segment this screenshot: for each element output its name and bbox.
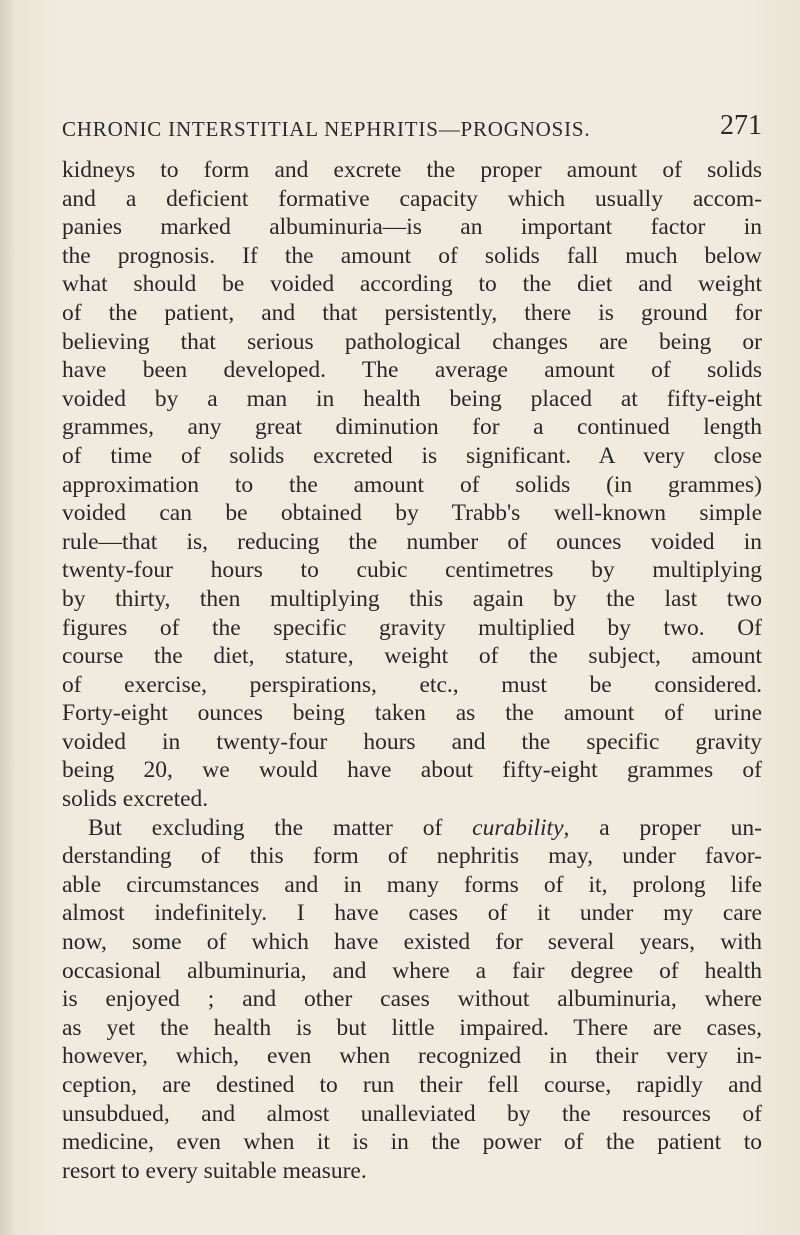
text-line: Forty-eight ounces being taken as the amount of urine bbox=[62, 700, 762, 727]
page-number: 271 bbox=[720, 110, 762, 141]
text-line: almost indefinitely. I have cases of it under my care bbox=[62, 900, 762, 927]
text-line: by thirty, then multiplying this again by the last two bbox=[62, 585, 762, 612]
paragraph-1 bbox=[62, 156, 762, 814]
text-line: kidneys to form and excrete the proper amount of solids bbox=[62, 157, 762, 183]
text-line: of the patient, and that persistently, there is ground for bbox=[62, 299, 762, 326]
text-line: as yet the health is but little impaired. There are cases, bbox=[62, 1014, 762, 1041]
italic-term: curability bbox=[472, 814, 564, 841]
body-text bbox=[62, 156, 762, 1185]
text-line: of exercise, perspirations, etc., must be considered. bbox=[62, 671, 762, 698]
text-line: solids excreted. bbox=[62, 786, 209, 813]
text-line: however, which, even when recognized in their very in- bbox=[62, 1043, 762, 1070]
paragraph-2 bbox=[62, 814, 762, 1186]
text-line-first bbox=[62, 814, 762, 843]
text-line: twenty-four hours to cubic centimetres by multiplying bbox=[62, 557, 762, 584]
text-line: panies marked albuminuria—is an important factor in bbox=[62, 214, 762, 241]
text-line: derstanding of this form of nephritis may, under favor- bbox=[62, 843, 762, 870]
text-line: able circumstances and in many forms of it, prolong life bbox=[62, 871, 762, 898]
text-run: But excluding the matter of bbox=[88, 814, 473, 841]
text-line: medicine, even when it is in the power of the patient to bbox=[62, 1129, 762, 1156]
text-line: voided by a man in health being placed at fifty-eight bbox=[62, 385, 762, 412]
text-line: ception, are destined to run their fell course, rapidly and bbox=[62, 1072, 762, 1098]
text-line: being 20, we would have about fifty-eight grammes of bbox=[62, 757, 762, 784]
text-line: have been developed. The average amount of solids bbox=[62, 357, 762, 384]
text-line: voided can be obtained by Trabb's well-known simple bbox=[62, 500, 762, 527]
text-line: what should be voided according to the diet and weight bbox=[62, 271, 762, 298]
text-line: believing that serious pathological changes are being or bbox=[62, 328, 762, 355]
text-line: approximation to the amount of solids (in grammes) bbox=[62, 471, 762, 498]
text-line: occasional albuminuria, and where a fair degree of health bbox=[62, 957, 762, 984]
text-line: of time of solids excreted is significant. A very close bbox=[62, 442, 762, 469]
text-line: is enjoyed ; and other cases without albuminuria, where bbox=[62, 986, 762, 1013]
text-line: figures of the specific gravity multiplied by two. Of bbox=[62, 614, 762, 641]
text-line: unsubdued, and almost unalleviated by the resources of bbox=[62, 1100, 762, 1127]
running-title: CHRONIC INTERSTITIAL NEPHRITIS—PROGNOSIS. bbox=[62, 117, 591, 141]
text-run: , a proper un- bbox=[563, 814, 762, 841]
text-line: voided in twenty-four hours and the specific gravity bbox=[62, 728, 762, 755]
text-line: rule—that is, reducing the number of ounces voided in bbox=[62, 528, 762, 555]
text-line: grammes, any great diminution for a continued length bbox=[62, 414, 762, 441]
page-gutter-shadow bbox=[0, 0, 14, 1235]
text-line: resort to every suitable measure. bbox=[62, 1157, 367, 1184]
text-line: now, some of which have existed for several years, with bbox=[62, 929, 762, 956]
text-line: and a deficient formative capacity which usually accom- bbox=[62, 185, 762, 212]
text-line: course the diet, stature, weight of the subject, amount bbox=[62, 643, 762, 670]
text-line: the prognosis. If the amount of solids fall much below bbox=[62, 242, 762, 269]
